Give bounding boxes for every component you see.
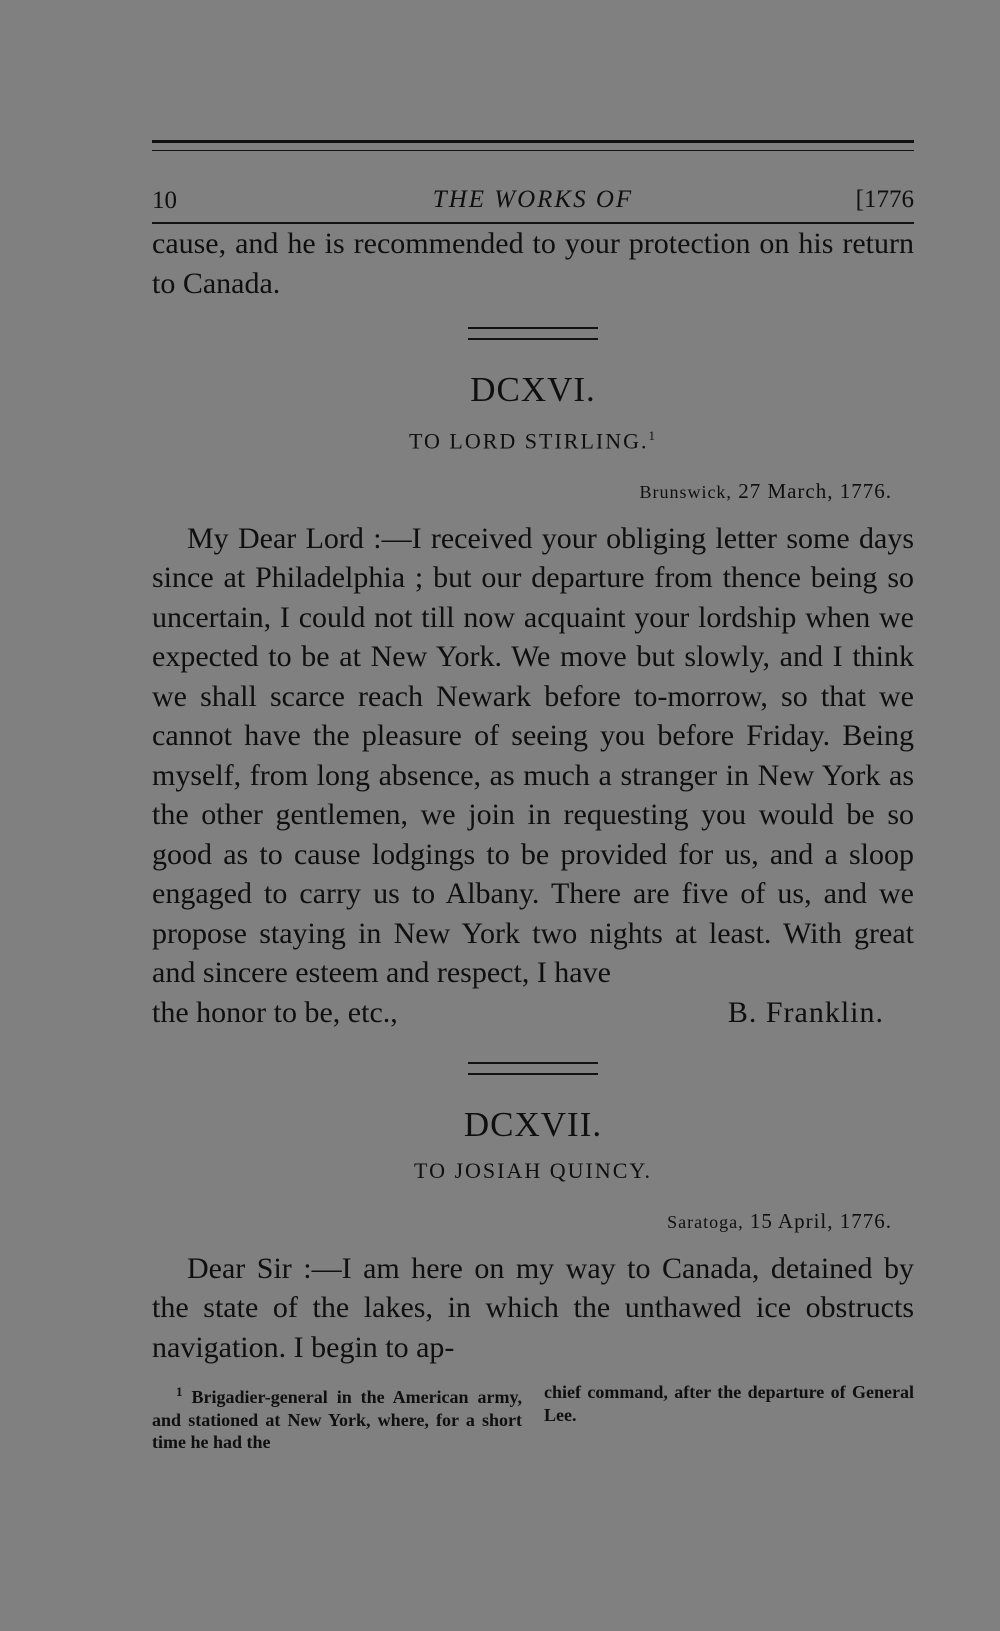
- letter-place-date: Brunswick, 27 March, 1776.: [639, 479, 892, 504]
- letter-addressee: TO LORD STIRLING.$^1$: [408, 427, 658, 453]
- header-rule-top: [152, 140, 914, 143]
- signature: B. Franklin.: [727, 995, 884, 1029]
- letter-addressee: TO JOSIAH QUINCY.: [414, 1157, 652, 1183]
- letter-body: Dear Sir :—I am here on my way to Canada, detained by the state of the lakes, in which the unthawed ice obstructs navigation. I begin to ap-: [152, 1251, 914, 1364]
- letter-number: DCXVII.: [463, 1105, 603, 1145]
- section-separator: [468, 327, 598, 340]
- closing-text: the honor to be, etc.,: [152, 995, 398, 1029]
- running-title: THE WORKS OF: [432, 186, 634, 213]
- letter-place-date: Saratoga, 15 April, 1776.: [667, 1209, 892, 1234]
- running-header: [152, 151, 914, 214]
- footnote-left-column: $^1$ Brigadier-general in the American army, and stationed at New York, where, for a short time he had the: [152, 1384, 522, 1453]
- page-body: [152, 224, 914, 1367]
- footnote: [152, 1381, 914, 1454]
- header-year: [1776: [855, 186, 914, 213]
- letter-body: My Dear Lord :—I received your obliging letter some days since at Philadelphia ; but our departure from thence being so uncertain, I could not till now acquaint your lordship when we expected to be at New York. We move but slowly, and I think we shall scarce reach Newark before to-morrow, so that we cannot have the pleasure of seeing you before Friday. Being myself, from long absence, as much a stranger in New York as the other gentlemen, we join in requesting you would be so good as to cause lodgings to be provided for us, and a sloop engaged to carry us to Albany. There are five of us, and we propose staying in New York two nights at least. With great and sincere esteem and respect, I have: [152, 521, 914, 990]
- continuation-paragraph: cause, and he is recommended to your protection on his return to Canada.: [152, 227, 914, 300]
- footnote-mark: 1: [648, 427, 658, 443]
- section-separator: [468, 1062, 598, 1075]
- footnote-right-column: chief command, after the departure of General Lee.: [544, 1382, 914, 1425]
- book-page: [152, 140, 914, 1454]
- letter-closing: [152, 993, 914, 1033]
- page-number: 10: [152, 187, 177, 214]
- letter-number: DCXVI.: [470, 370, 596, 409]
